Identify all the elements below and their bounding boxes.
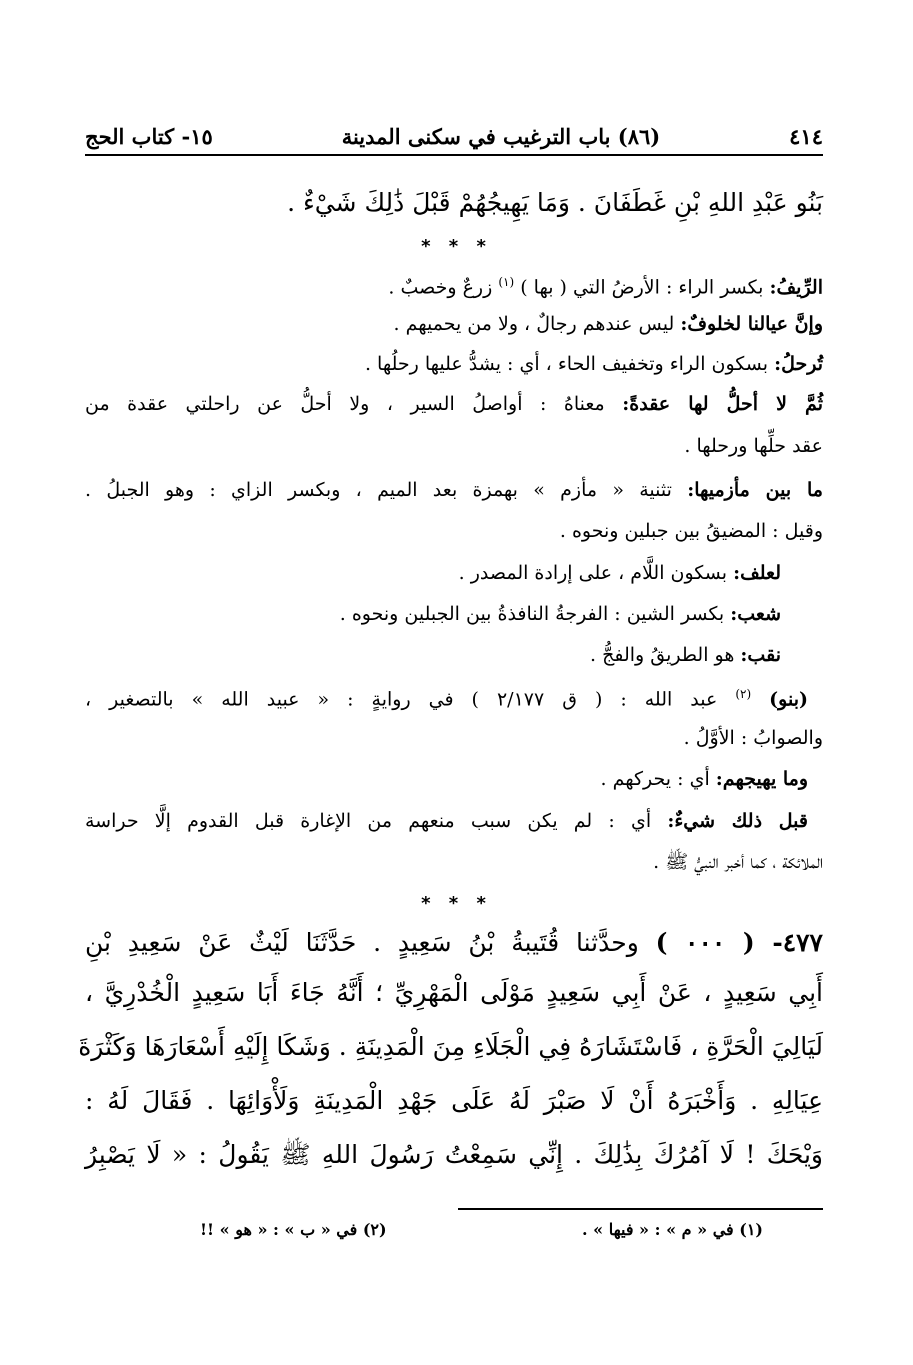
- gloss-entry: [85, 276, 823, 297]
- gloss-text: هو الطريقُ والفجُّ .: [589, 644, 735, 666]
- chapter-title: (٨٦) باب الترغيب في سكنى المدينة: [341, 123, 661, 149]
- book-title: ١٥- كتاب الحج: [85, 123, 213, 149]
- gloss-entry: [85, 646, 781, 665]
- gloss-entry: [85, 355, 823, 374]
- gloss-text: بسكون الراء وتخفيف الحاء ، أي : يشدُّ عليها رحلُها .: [364, 353, 769, 375]
- header-divider: [85, 154, 823, 156]
- hadith-line: [85, 930, 823, 955]
- gloss-text: بكسر الراء : الأرضُ التي ( بها ): [520, 276, 764, 299]
- gloss-text: أي : يحركهم .: [600, 768, 710, 790]
- gloss-text: وقيل : المضيقُ بين جبلين ونحوه .: [559, 520, 823, 542]
- gloss-term: (بنو): [769, 688, 808, 711]
- gloss-term: تُرحلُ:: [774, 353, 823, 375]
- gloss-entry: [85, 605, 781, 624]
- gloss-continuation: [85, 853, 823, 872]
- gloss-continuation: [85, 729, 823, 748]
- gloss-entry: [85, 770, 808, 789]
- footnote-1: (١) في « م » : « فيها » .: [582, 1220, 763, 1239]
- hadith-line: أَبِي سَعِيدٍ ، عَنْ أَبِي سَعِيدٍ مَوْلَى الْمَهْرِيِّ ؛ أَنَّهُ جَاءَ أَبَا سَعِيدٍ الْخُدْرِيَّ ،: [85, 978, 823, 1007]
- gloss-text: بكسر الشين : الفرجةُ النافذةُ بين الجبلين ونحوه .: [339, 603, 725, 625]
- gloss-text: بسكون اللَّام ، على إرادة المصدر .: [458, 562, 728, 584]
- hadith-line: لَيَالِيَ الْحَرَّةِ ، فَاسْتَشَارَهُ فِي الْجَلَاءِ مِنَ الْمَدِينَةِ . وَشَكَا إِلَيْهِ أَسْعَارَهَا وَكَثْرَةَ: [78, 1032, 823, 1061]
- gloss-text-cont: زرعٌ وخصبٌ .: [388, 276, 493, 299]
- hadith-text: وحدَّثنا قُتَيبةُ بْنُ سَعِيدٍ . حَدَّثَنَا لَيْثٌ عَنْ سَعِيدِ بْنِ: [85, 928, 639, 957]
- gloss-continuation: [85, 522, 823, 541]
- gloss-entry: [85, 395, 823, 414]
- footnote-marker: (١): [498, 275, 515, 289]
- gloss-text: معناهُ : أواصلُ السير ، ولا أحلُّ عن راحلتي عقدة من: [85, 393, 605, 415]
- hadith-line: عِيَالِهِ . وَأَخْبَرَهُ أَنْ لَا صَبْرَ لَهُ عَلَى جَهْدِ الْمَدِينَةِ وَلَأْوَائِهَا . فَقَالَ لَهُ :: [85, 1086, 823, 1115]
- gloss-text: والصوابُ : الأوَّلُ .: [683, 727, 823, 749]
- gloss-text: تثنية « مأزم » بهمزة بعد الميم ، وبكسر الزاي : وهو الجبلُ .: [85, 479, 672, 501]
- gloss-term: نقب:: [740, 644, 781, 666]
- gloss-term: قبل ذلك شيءٌ:: [667, 810, 808, 832]
- gloss-term: ثُمَّ لا أحلُّ لها عقدةً:: [622, 393, 823, 415]
- gloss-term: شعب:: [730, 603, 781, 625]
- hadith-line: وَيْحَكَ ! لَا آمُرُكَ بِذَٰلِكَ . إِنِّي سَمِعْتُ رَسُولَ اللهِ ﷺ يَقُولُ : « لَا يَصْبِرُ: [85, 1140, 823, 1169]
- gloss-term: لعلف:: [733, 562, 781, 584]
- footnote-divider: [458, 1208, 823, 1210]
- gloss-text: ليس عندهم رجالٌ ، ولا من يحميهم .: [393, 313, 675, 335]
- continued-text-line: بَنُو عَبْدِ اللهِ بْنِ غَطَفَانَ . وَمَا يَهِيجُهُمْ قَبْلَ ذَٰلِكَ شَيْءٌ .: [287, 188, 823, 217]
- footnotes: [200, 1220, 763, 1239]
- gloss-entry: [85, 812, 808, 831]
- section-separator: * * *: [421, 893, 492, 914]
- gloss-term: الرِّيفُ:: [769, 276, 823, 299]
- gloss-text: الملائكة ، كما أخبر النبيُّ ﷺ .: [653, 851, 823, 873]
- gloss-continuation: [85, 437, 823, 456]
- section-separator: * * *: [421, 236, 492, 257]
- running-header: [85, 118, 823, 154]
- gloss-term: وإنَّ عيالنا لخلوفٌ:: [680, 313, 823, 335]
- page-number: ٤١٤: [789, 123, 823, 149]
- footnote-marker: (٢): [735, 687, 752, 701]
- footnote-2: (٢) في « ب » : « هو » !!: [200, 1220, 387, 1239]
- gloss-term: ما بين مأزميها:: [687, 479, 823, 501]
- gloss-entry: [85, 481, 823, 500]
- gloss-text: أي : لم يكن سبب منعهم من الإغارة قبل القدوم إلَّا حراسة: [85, 810, 652, 832]
- gloss-term: وما يهيجهم:: [715, 768, 808, 790]
- gloss-entry: [85, 564, 781, 583]
- hadith-number: ٤٧٧- ( ٠٠٠ ): [655, 928, 823, 957]
- gloss-text: عقد حلِّها ورحلها .: [684, 435, 823, 457]
- gloss-entry: [85, 688, 808, 709]
- gloss-text: عبد الله : ( ق ٢/١٧٧ ) في روايةٍ : « عبيد الله » بالتصغير ،: [85, 688, 718, 711]
- gloss-entry: [85, 315, 823, 334]
